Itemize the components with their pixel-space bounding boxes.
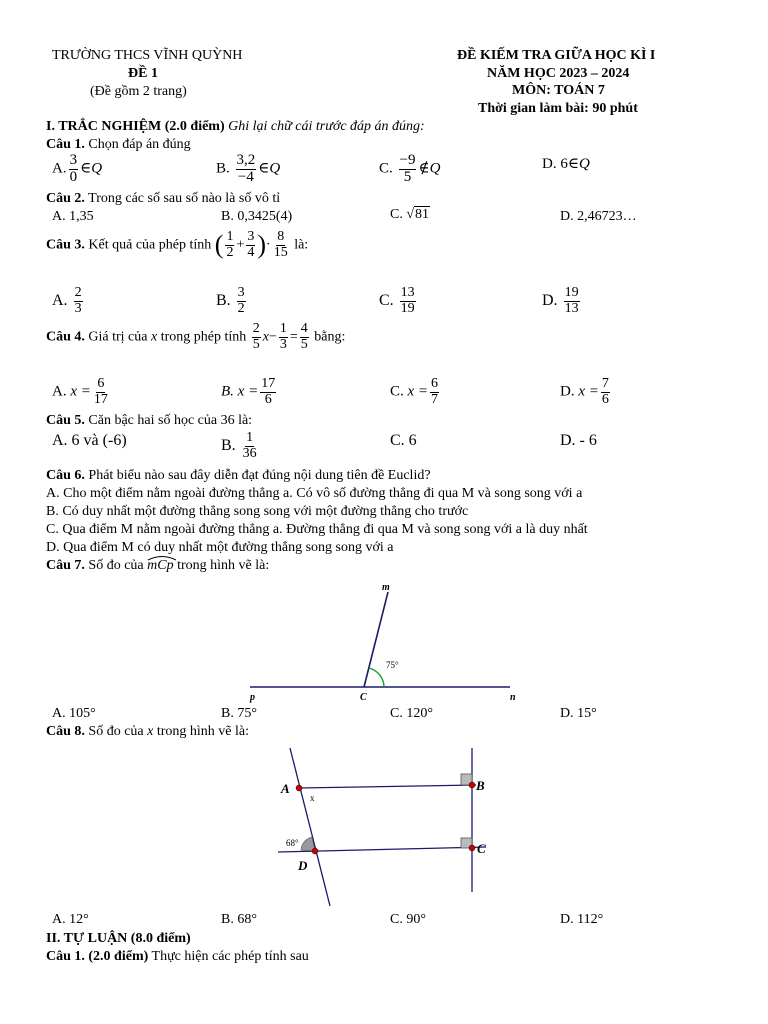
point-a-icon bbox=[296, 785, 302, 791]
q8-option-a: A. 12° bbox=[52, 912, 89, 927]
q5-option-c: C. 6 bbox=[390, 432, 417, 449]
subject: MÔN: TOÁN 7 bbox=[512, 83, 605, 98]
q8-option-c: C. 90° bbox=[390, 912, 426, 927]
school-name: TRƯỜNG THCS VĨNH QUỲNH bbox=[52, 48, 243, 63]
point-c-icon bbox=[469, 845, 475, 851]
q2-option-c: C. √81 bbox=[390, 207, 430, 222]
line-ad bbox=[290, 748, 330, 906]
q6-option-d: D. Qua điểm M có duy nhất một đường thẳng song song với a bbox=[46, 540, 394, 555]
q6-option-c: C. Qua điểm M nằm ngoài đường thẳng a. Đường thẳng đi qua M và song song với a là duy nhất bbox=[46, 522, 588, 537]
q4-option-b: B. x = $\frac{17}{6}$ bbox=[221, 376, 276, 407]
label-angle: 75° bbox=[386, 660, 399, 670]
ray-cm bbox=[364, 592, 388, 687]
q8-stem: Câu 8. Số đo của x trong hình vẽ là: bbox=[46, 724, 249, 739]
label-m: m bbox=[382, 582, 390, 593]
exam-code: ĐỀ 1 bbox=[128, 66, 158, 81]
label-b: B bbox=[476, 778, 485, 793]
q8-option-d: D. 112° bbox=[560, 912, 604, 927]
label-68: 68° bbox=[286, 838, 299, 848]
q6-option-a: A. Cho một điểm nằm ngoài đường thẳng a. Có vô số đường thẳng đi qua M và song song với a bbox=[46, 486, 583, 501]
q4-option-d: D. x = $\frac{7}{6}$ bbox=[560, 376, 609, 407]
label-n: n bbox=[510, 692, 516, 703]
q6-option-b: B. Có duy nhất một đường thẳng song song với một đường thẳng cho trước bbox=[46, 504, 469, 519]
essay-q1: Câu 1. (2.0 điểm) Thực hiện các phép tính sau bbox=[46, 949, 309, 964]
q6-stem: Câu 6. Phát biểu nào sau đây diễn đạt đúng nội dung tiên đề Euclid? bbox=[46, 468, 431, 483]
q7-figure bbox=[240, 578, 530, 706]
point-b-icon bbox=[469, 782, 475, 788]
q7-option-d: D. 15° bbox=[560, 706, 597, 721]
q2-stem: Câu 2. Trong các số sau số nào là số vô tỉ bbox=[46, 191, 281, 206]
label-c: C bbox=[477, 841, 486, 856]
label-c: C bbox=[360, 692, 367, 703]
label-p: p bbox=[250, 692, 255, 703]
q5-option-b: B. $\frac{1}{36}$ bbox=[221, 430, 257, 461]
exam-title: ĐỀ KIẾM TRA GIỮA HỌC KÌ I bbox=[457, 48, 656, 63]
q5-option-d: D. - 6 bbox=[560, 432, 597, 449]
label-d: D bbox=[298, 858, 308, 873]
line-ab bbox=[299, 785, 476, 788]
q3-option-b: B. $\frac{3}{2}$ bbox=[216, 285, 245, 316]
school-year: NĂM HỌC 2023 – 2024 bbox=[487, 66, 630, 81]
part1-heading: I. TRẮC NGHIỆM (2.0 điểm) Ghi lại chữ cái trước đáp án đúng: bbox=[46, 119, 425, 134]
q8-figure bbox=[270, 744, 500, 908]
q8-option-b: B. 68° bbox=[221, 912, 257, 927]
q2-option-b: B. 0,3425(4) bbox=[221, 209, 293, 224]
angle-mcp: mCp bbox=[147, 558, 173, 574]
q7-option-b: B. 75° bbox=[221, 706, 257, 721]
q1-option-c: C. $\frac{-9}{5}$ ∉Q bbox=[379, 152, 441, 185]
q5-stem: Câu 5. Căn bậc hai số học của 36 là: bbox=[46, 413, 253, 428]
q2-option-a: A. 1,35 bbox=[52, 209, 94, 224]
q2-option-d: D. 2,46723… bbox=[560, 209, 637, 224]
q1-option-d: D. 6∈Q bbox=[542, 156, 590, 172]
duration: Thời gian làm bài: 90 phút bbox=[478, 101, 638, 116]
q1-stem: Câu 1. Chọn đáp án đúng bbox=[46, 137, 191, 152]
q4-stem: Câu 4. Giá trị của x trong phép tính $\frac{2}{5}$ x− $\frac{1}{3}$ = $\frac{4}{5}$ bằng: bbox=[46, 321, 346, 352]
q4-option-c: C. x = $\frac{6}{7}$ bbox=[390, 376, 439, 407]
label-a: A bbox=[281, 781, 290, 796]
part2-heading: II. TỰ LUẬN (8.0 điểm) bbox=[46, 931, 191, 946]
q1-option-a: A. $\frac{3}{0}$ ∈Q bbox=[52, 152, 103, 185]
q1-option-b: B. $\frac{3,2}{-4}$ ∈Q bbox=[216, 152, 281, 185]
q7-stem: Câu 7. Số đo của mCp trong hình vẽ là: bbox=[46, 558, 269, 574]
q3-option-a: A. $\frac{2}{3}$ bbox=[52, 285, 82, 316]
q3-option-c: C. $\frac{13}{19}$ bbox=[379, 285, 415, 316]
q7-option-c: C. 120° bbox=[390, 706, 433, 721]
angle-hat-icon bbox=[147, 555, 177, 561]
angle-arc-icon bbox=[369, 668, 384, 687]
q4-option-a: A. x = $\frac{6}{17}$ bbox=[52, 376, 108, 407]
q3-option-d: D. $\frac{19}{13}$ bbox=[542, 285, 579, 316]
q5-option-a: A. 6 và (-6) bbox=[52, 432, 127, 449]
q3-stem: Câu 3. Kết quả của phép tính ( $\frac{1}{2}$ + $\frac{3}{4}$ )· $\frac{8}{15}$ là: bbox=[46, 229, 309, 260]
point-d-icon bbox=[312, 848, 318, 854]
q7-option-a: A. 105° bbox=[52, 706, 96, 721]
page-count: (Đề gồm 2 trang) bbox=[90, 84, 187, 99]
label-x: x bbox=[310, 793, 315, 803]
